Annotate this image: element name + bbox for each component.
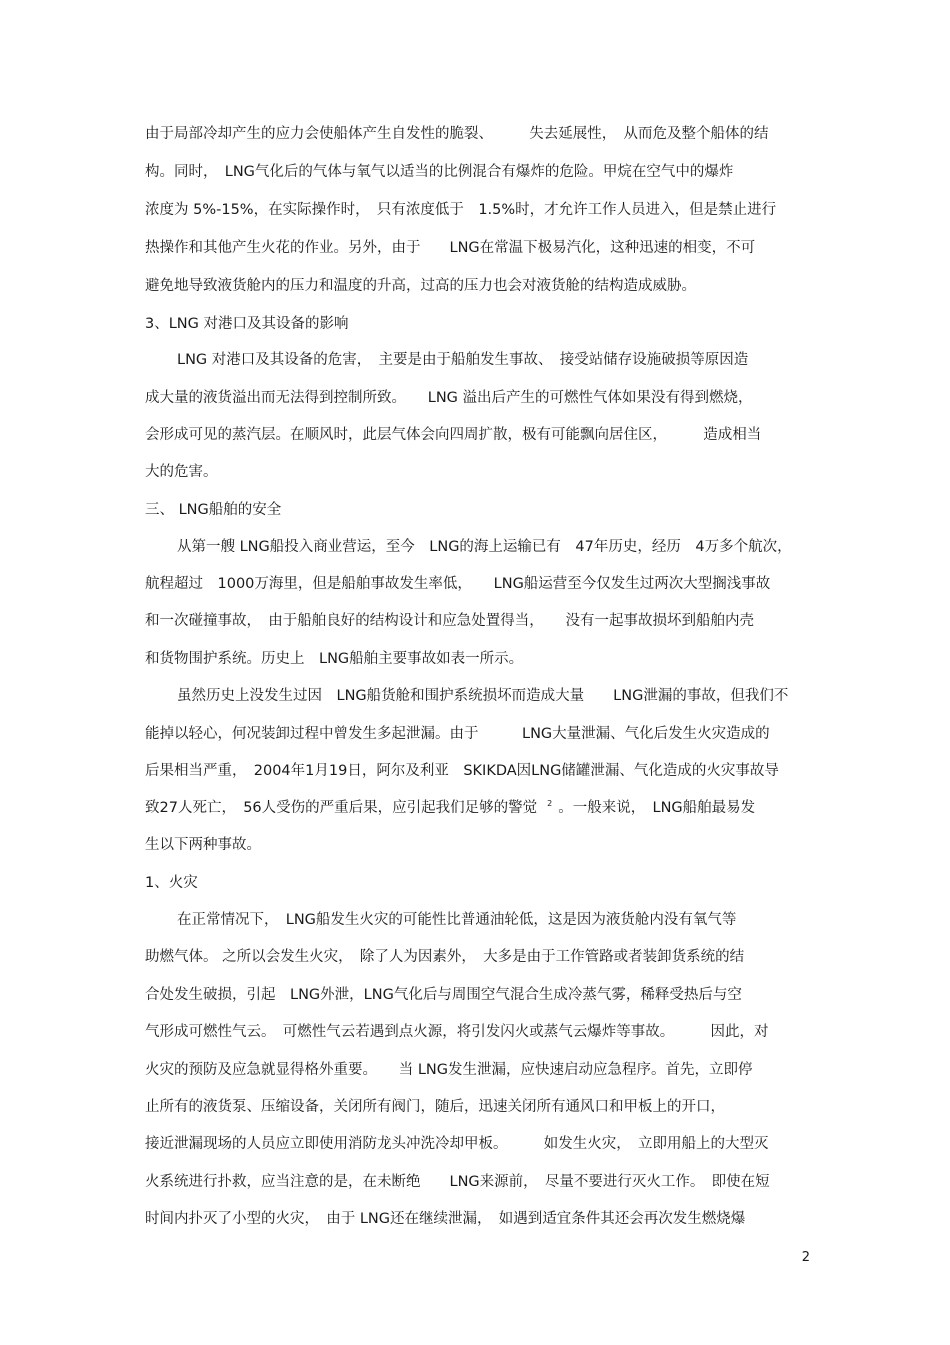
section-heading: 1、火灾 bbox=[145, 875, 198, 891]
paragraph-line: 时间内扑灭了小型的火灾， 由于 LNG还在继续泄漏， 如遇到适宜条件其还会再次发生燃烧爆 bbox=[145, 1211, 746, 1227]
paragraph-line: 虽然历史上没发生过因 LNG船货舱和围护系统损坏而造成大量 LNG泄漏的事故，但我们不 bbox=[177, 688, 789, 704]
paragraph-line bbox=[145, 798, 805, 818]
paragraph-line: 会形成可见的蒸汽层。在顺风时，此层气体会向四周扩散，极有可能飘向居住区， 造成相当 bbox=[145, 427, 762, 443]
paragraph-line: 航程超过 1000万海里，但是船舶事故发生率低， LNG船运营至今仅发生过两次大型搁浅事故 bbox=[145, 576, 771, 592]
paragraph-line: 热操作和其他产生火花的作业。另外，由于 LNG在常温下极易汽化，这种迅速的相变，不可 bbox=[145, 240, 756, 256]
paragraph-line: 构。同时， LNG气化后的气体与氧气以适当的比例混合有爆炸的危险。甲烷在空气中的爆炸 bbox=[145, 164, 734, 180]
paragraph-line: 生以下两种事故。 bbox=[145, 837, 261, 853]
paragraph-line: 由于局部冷却产生的应力会使船体产生自发性的脆裂、 失去延展性， 从而危及整个船体的结 bbox=[145, 126, 769, 142]
paragraph-line: 成大量的液货溢出而无法得到控制所致。 LNG 溢出后产生的可燃性气体如果没有得到燃烧， bbox=[145, 390, 753, 406]
paragraph-text: 。一般来说， LNG船舶最易发 bbox=[558, 800, 756, 816]
section-heading: 3、LNG 对港口及其设备的影响 bbox=[145, 316, 349, 332]
paragraph-line: 浓度为 5%-15%，在实际操作时， 只有浓度低于 1.5%时，才允许工作人员进入，但是禁止进行 bbox=[145, 202, 777, 218]
paragraph-line: 止所有的液货泵、压缩设备，关闭所有阀门，随后，迅速关闭所有通风口和甲板上的开口， bbox=[145, 1099, 725, 1115]
paragraph-line: 火系统进行扑救，应当注意的是，在未断绝 LNG来源前， 尽量不要进行灭火工作。 即使在短 bbox=[145, 1174, 770, 1190]
page-number: 2 bbox=[801, 1250, 810, 1265]
paragraph-line: 和货物围护系统。历史上 LNG船舶主要事故如表一所示。 bbox=[145, 651, 524, 667]
section-heading: 三、 LNG船舶的安全 bbox=[145, 502, 282, 518]
paragraph-line: 能掉以轻心，何况装卸过程中曾发生多起泄漏。由于 LNG大量泄漏、气化后发生火灾造成的 bbox=[145, 726, 770, 742]
paragraph-line: 助燃气体。 之所以会发生火灾， 除了人为因素外， 大多是由于工作管路或者装卸货系统的结 bbox=[145, 949, 745, 965]
paragraph-line: 大的危害。 bbox=[145, 464, 218, 480]
paragraph-line: 合处发生破损，引起 LNG外泄，LNG气化后与周围空气混合生成冷蒸气雾，稀释受热后与空 bbox=[145, 987, 742, 1003]
paragraph-line: 火灾的预防及应急就显得格外重要。 当 LNG发生泄漏，应快速启动应急程序。首先，立即停 bbox=[145, 1062, 753, 1078]
paragraph-line: 和一次碰撞事故， 由于船舶良好的结构设计和应急处置得当， 没有一起事故损坏到船舶内壳 bbox=[145, 613, 754, 629]
reference-superscript: 2 bbox=[547, 799, 553, 809]
paragraph-line: 后果相当严重， 2004年1月19日，阿尔及利亚 SKIKDA因LNG储罐泄漏、气化造成的火灾事故导 bbox=[145, 763, 779, 779]
paragraph-line: 接近泄漏现场的人员应立即使用消防龙头冲洗冷却甲板。 如发生火灾， 立即用船上的大型灭 bbox=[145, 1136, 769, 1152]
paragraph-text: 致27人死亡， 56人受伤的严重后果，应引起我们足够的警觉 bbox=[145, 800, 538, 816]
paragraph-line: 气形成可燃性气云。 可燃性气云若遇到点火源，将引发闪火或蒸气云爆炸等事故。 因此，对 bbox=[145, 1024, 769, 1040]
paragraph-line: LNG 对港口及其设备的危害， 主要是由于船舶发生事故、 接受站储存设施破损等原因造 bbox=[177, 352, 749, 368]
paragraph-line: 从第一艘 LNG船投入商业营运，至今 LNG的海上运输已有 47年历史，经历 4万多个航次， bbox=[177, 539, 792, 555]
paragraph-line: 在正常情况下， LNG船发生火灾的可能性比普通油轮低，这是因为液货舱内没有氧气等 bbox=[177, 912, 737, 928]
paragraph-line: 避免地导致液货舱内的压力和温度的升高，过高的压力也会对液货舱的结构造成威胁。 bbox=[145, 278, 696, 294]
